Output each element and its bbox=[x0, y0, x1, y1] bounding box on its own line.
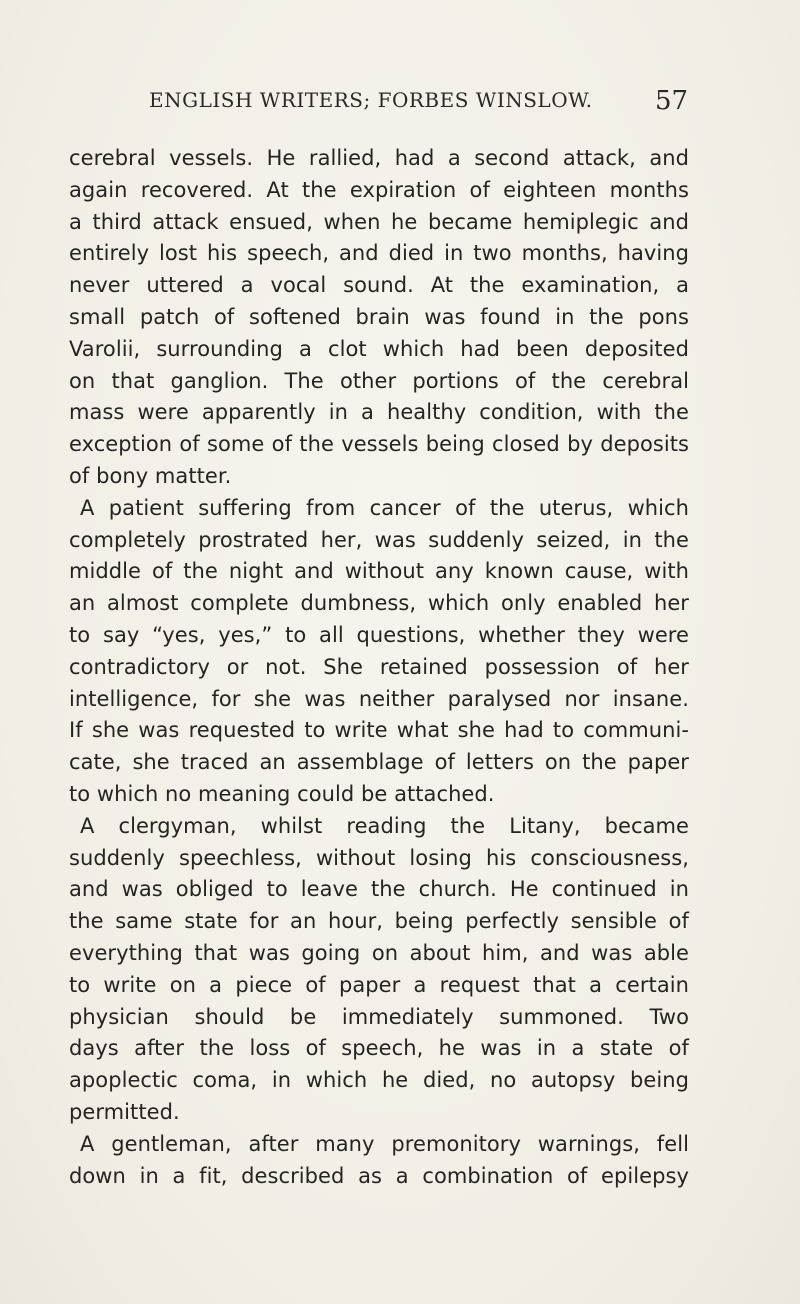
text-line: cerebral vessels. He rallied, had a second attack, and bbox=[69, 146, 689, 170]
text-line: If she was requested to write what she had to communi- bbox=[69, 718, 689, 743]
text-line: Varolii, surrounding a clot which had been deposited bbox=[69, 336, 689, 361]
paragraph-start-line: A patient suffering from cancer of the uterus, which bbox=[80, 495, 689, 520]
text-line: middle of the night and without any known cause, with bbox=[69, 559, 689, 584]
text-line: days after the loss of speech, he was in a state of bbox=[69, 1036, 689, 1061]
text-line: on that ganglion. The other portions of the cerebral bbox=[69, 368, 689, 393]
text-line: exception of some of the vessels being closed by deposits bbox=[69, 432, 689, 457]
text-line: everything that was going on about him, and was able bbox=[69, 940, 689, 965]
text-line: cate, she traced an assemblage of letters on the paper bbox=[69, 750, 689, 775]
text-line: to write on a piece of paper a request that a certain bbox=[69, 972, 689, 997]
text-line: mass were apparently in a healthy condition, with the bbox=[69, 400, 689, 425]
running-head: ENGLISH WRITERS; FORBES WINSLOW. bbox=[149, 88, 593, 112]
page-number: 57 bbox=[655, 86, 689, 116]
text-line: contradictory or not. She retained possession of her bbox=[69, 654, 689, 679]
text-line: to which no meaning could be attached. bbox=[69, 781, 495, 806]
page-header bbox=[0, 88, 800, 122]
text-line: entirely lost his speech, and died in two months, having bbox=[69, 241, 689, 266]
paragraph-start-line: A gentleman, after many premonitory warnings, fell bbox=[80, 1131, 689, 1156]
text-line: an almost complete dumbness, which only enabled her bbox=[69, 591, 689, 616]
text-line: physician should be immediately summoned. Two bbox=[69, 1004, 689, 1029]
text-line: permitted. bbox=[69, 1099, 180, 1124]
text-line: a third attack ensued, when he became hemiplegic and bbox=[69, 209, 689, 234]
body-text bbox=[69, 143, 689, 1192]
text-line: again recovered. At the expiration of eighteen months bbox=[69, 177, 689, 202]
text-line: the same state for an hour, being perfectly sensible of bbox=[69, 909, 689, 934]
text-line: never uttered a vocal sound. At the examination, a bbox=[69, 273, 689, 298]
text-line: of bony matter. bbox=[69, 463, 232, 488]
text-line: suddenly speechless, without losing his consciousness, bbox=[69, 845, 689, 870]
text-line: completely prostrated her, was suddenly seized, in the bbox=[69, 527, 689, 552]
text-line: small patch of softened brain was found in the pons bbox=[69, 304, 689, 329]
paragraph-start-line: A clergyman, whilst reading the Litany, became bbox=[80, 813, 689, 838]
text-line: apoplectic coma, in which he died, no autopsy being bbox=[69, 1068, 689, 1093]
text-line: to say “yes, yes,” to all questions, whether they were bbox=[69, 622, 689, 647]
text-line: and was obliged to leave the church. He continued in bbox=[69, 877, 689, 902]
text-line: down in a fit, described as a combination of epilepsy bbox=[69, 1163, 689, 1188]
text-line: intelligence, for she was neither paralysed nor insane. bbox=[69, 686, 689, 711]
